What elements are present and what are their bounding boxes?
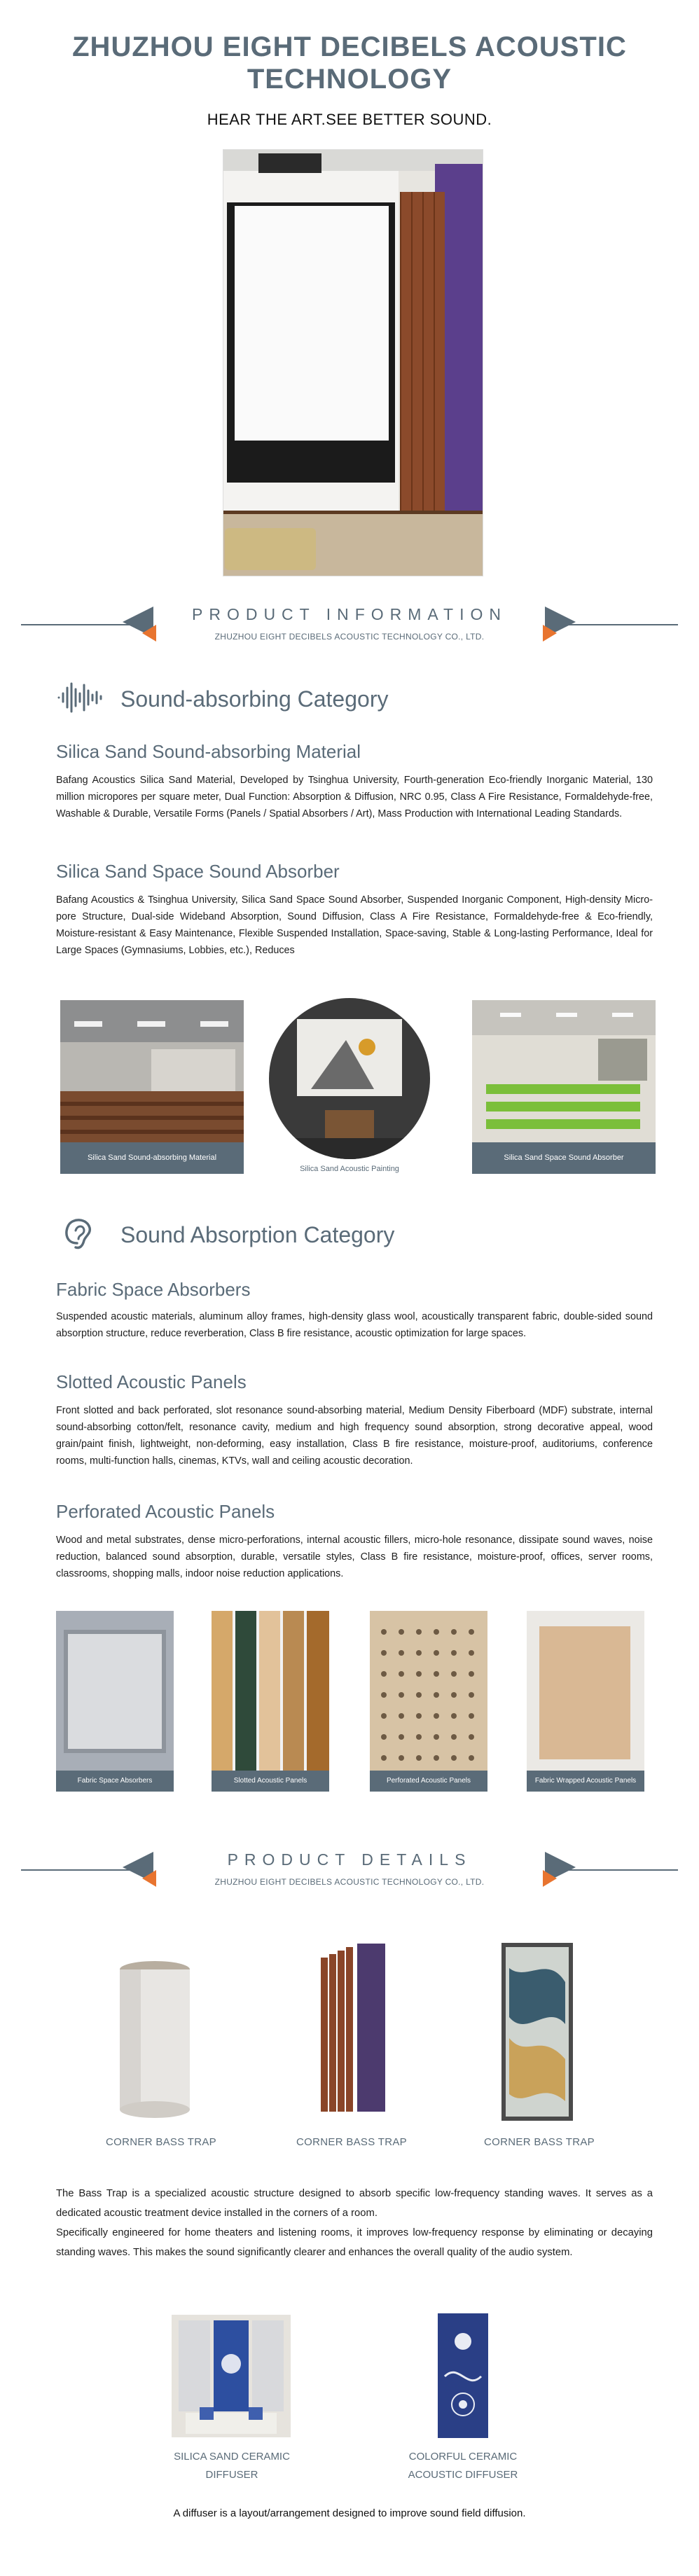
acoustic-painting-photo <box>269 998 430 1159</box>
photo-card <box>60 1000 244 1174</box>
fabric-absorber-photo <box>56 1611 174 1771</box>
item-description: Suspended acoustic materials, aluminum alloy frames, high-density glass wool, acoustically transparent fabric, double-sided sound absorption structure, reduce reverberation, Class B fire resistance, acoustic optimization for large spaces. <box>56 1311 653 1339</box>
item-title: Perforated Acoustic Panels <box>56 1501 275 1522</box>
photo-card <box>472 1000 656 1174</box>
diffuser-image <box>172 2315 291 2437</box>
photo-card <box>527 1611 644 1792</box>
ear-icon <box>56 1215 112 1252</box>
product-details-header <box>0 1842 699 1898</box>
product-caption: COLORFUL CERAMIC ACOUSTIC DIFFUSER <box>408 2451 518 2481</box>
product-information-header <box>0 597 699 653</box>
slotted-panel-photo <box>212 1611 329 1771</box>
photo-caption: Perforated Acoustic Panels <box>370 1771 487 1792</box>
company-name: ZHUZHOU EIGHT DECIBELS ACOUSTIC TECHNOLOGY CO., LTD. <box>214 632 485 642</box>
hero-image <box>223 149 483 576</box>
section-label: PRODUCT DETAILS <box>227 1850 472 1869</box>
photo-card <box>370 1611 487 1792</box>
item-title: Silica Sand Sound-absorbing Material <box>56 741 361 762</box>
photo-caption: Silica Sand Space Sound Absorber <box>472 1142 656 1174</box>
fabric-wrapped-panel-photo <box>527 1611 644 1771</box>
item-description: Wood and metal substrates, dense micro-perforations, internal acoustic fillers, micro-hole resonance, dissipate sound waves, noise reduction, balanced sound absorption, durable, versatile styles, Class B fire resistance, moisture-proof, offices, server rooms, classrooms, shopping malls, indoor noise reduction applications. <box>56 1535 653 1579</box>
bass-trap-image <box>116 1960 193 2121</box>
item-title: Slotted Acoustic Panels <box>56 1371 247 1392</box>
brand-slogan: HEAR THE ART.SEE BETTER SOUND. <box>207 111 492 128</box>
photo-card <box>212 1611 329 1792</box>
photo-caption: Fabric Wrapped Acoustic Panels <box>527 1771 644 1792</box>
item-title: Silica Sand Space Sound Absorber <box>56 861 340 882</box>
bass-trap-image <box>317 1937 387 2120</box>
perforated-panel-photo <box>370 1611 487 1771</box>
photo-caption: Silica Sand Acoustic Painting <box>300 1165 399 1173</box>
photo-card <box>56 1611 174 1792</box>
diffuser-footnote: A diffuser is a layout/arrangement designed to improve sound field diffusion. <box>173 2507 526 2519</box>
diffuser-image <box>438 2313 488 2438</box>
product-caption: CORNER BASS TRAP <box>106 2136 216 2148</box>
brand-title: ZHUZHOU EIGHT DECIBELS ACOUSTIC TECHNOLOGY <box>72 32 627 95</box>
photo-caption: Slotted Acoustic Panels <box>212 1771 329 1792</box>
item-description: Front slotted and back perforated, slot resonance sound-absorbing material, Medium Density Fiberboard (MDF) substrate, internal sound-absorbing cotton/felt, resonance cavity, medium and high frequency sound absorption, strong decorative appeal, wood grain/paint finish, lightweight, non-deforming, easy installation, Class B fire resistance, moisture-proof, auditoriums, conference rooms, multi-function halls, cinemas, KTVs, wall and ceiling acoustic decoration. <box>56 1405 653 1467</box>
company-name: ZHUZHOU EIGHT DECIBELS ACOUSTIC TECHNOLOGY CO., LTD. <box>214 1877 485 1887</box>
product-caption: CORNER BASS TRAP <box>484 2136 595 2148</box>
bass-trap-image <box>499 1940 576 2124</box>
bass-trap-description <box>56 2184 653 2262</box>
photo-caption: Fabric Space Absorbers <box>56 1771 174 1792</box>
classroom-photo <box>472 1000 656 1142</box>
description-paragraph: The Bass Trap is a specialized acoustic structure designed to absorb specific low-frequency standing waves. It serves as a dedicated acoustic treatment device installed in the corners of a room. <box>56 2188 653 2219</box>
photo-caption: Silica Sand Sound-absorbing Material <box>60 1142 244 1174</box>
item-description: Bafang Acoustics Silica Sand Material, Developed by Tsinghua University, Fourth-generation Eco-friendly Inorganic Material, 130 million micropores per square meter, Dual Function: Absorption & Diffusion, NRC 0.95, Class A Fire Resistance, Formaldehyde-free, Washable & Durable, Versatile Forms (Panels / Spatial Absorbers / Art), Mass Production with International Leading Standards. <box>56 775 653 819</box>
product-caption: CORNER BASS TRAP <box>296 2136 407 2148</box>
auditorium-photo <box>60 1000 244 1142</box>
photo-card <box>269 998 430 1159</box>
category-title: Sound-absorbing Category <box>120 686 389 712</box>
item-description: Bafang Acoustics & Tsinghua University, Silica Sand Space Sound Absorber, Suspended Inorganic Component, High-density Micro-pore Structure, Dual-side Wideband Absorption, Sound Diffusion, Class A Fire Resistance, Formaldehyde-free & Eco-friendly, Moisture-resistant & Easy Maintenance, Flexible Suspended Installation, Space-saving, Stable & Long-lasting Performance, Ideal for Large Spaces (Gymnasiums, Lobbies, etc.), Reduces <box>56 894 653 956</box>
product-caption: SILICA SAND CERAMIC DIFFUSER <box>174 2451 290 2481</box>
category-title: Sound Absorption Category <box>120 1222 395 1247</box>
description-paragraph: Specifically engineered for home theaters and listening rooms, it improves low-frequency response by eliminating or decaying standing waves. This makes the sound significantly clearer and enhances the overall quality of the audio system. <box>56 2227 653 2258</box>
sound-wave-icon <box>56 679 112 716</box>
item-title: Fabric Space Absorbers <box>56 1279 251 1300</box>
section-label: PRODUCT INFORMATION <box>192 605 507 623</box>
